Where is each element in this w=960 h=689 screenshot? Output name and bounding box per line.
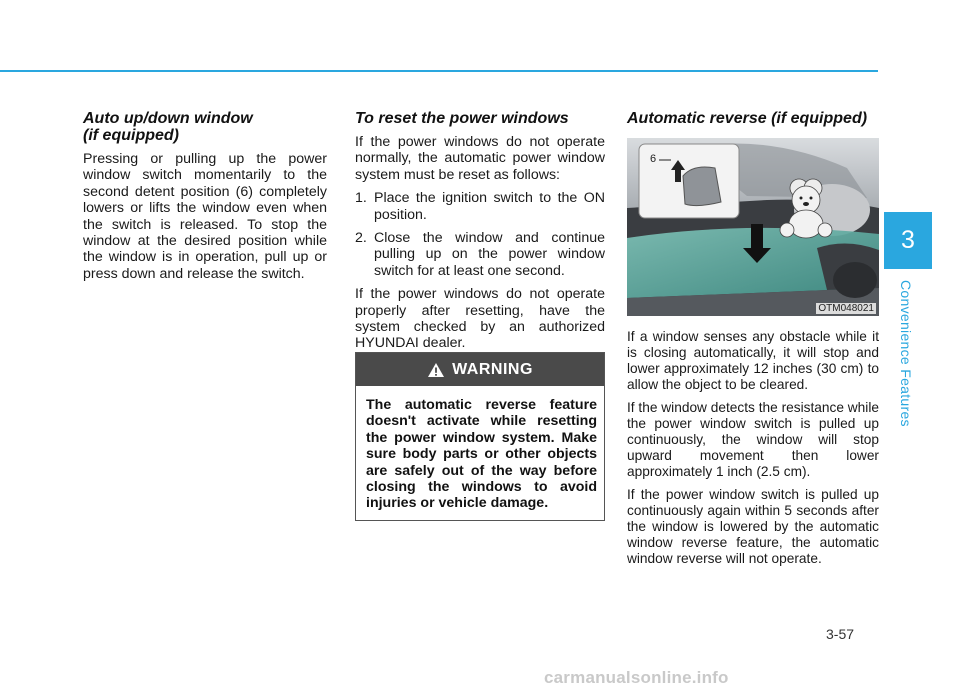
reset-windows-intro: If the power windows do not operate normally, the automatic power window system must be reset as follows: bbox=[355, 134, 605, 183]
auto-window-heading-line2: (if equipped) bbox=[83, 127, 179, 144]
auto-reverse-paragraph: If the window detects the resistance while the power window switch is pulled up continuously, the window will stop upward movement then lower approximately 1 inch (2.5 cm). bbox=[627, 400, 879, 479]
step-number: 1. bbox=[355, 190, 367, 207]
auto-reverse-heading: Automatic reverse (if equipped) bbox=[627, 110, 868, 127]
reset-step bbox=[355, 190, 605, 223]
reset-windows-section bbox=[355, 110, 605, 359]
car-window-illustration bbox=[627, 138, 879, 316]
warning-title: WARNING bbox=[452, 360, 533, 378]
chapter-title: Convenience Features bbox=[898, 280, 914, 427]
watermark-link[interactable]: carmanualsonline.info bbox=[544, 668, 729, 687]
reset-step bbox=[355, 230, 605, 279]
step-text: Close the window and continue pulling up on the power window switch for at least one second. bbox=[374, 230, 605, 279]
chapter-title-vertical bbox=[883, 280, 933, 427]
page-number: 3-57 bbox=[826, 626, 855, 642]
auto-reverse-paragraph: If the power window switch is pulled up continuously again within 5 seconds after the window is lowered by the automatic window reverse feature, the automatic window reverse will not operate. bbox=[627, 487, 879, 566]
chapter-tab bbox=[884, 212, 932, 269]
step-text: Place the ignition switch to the ON position. bbox=[374, 190, 605, 223]
header-rule bbox=[0, 70, 878, 72]
reset-windows-heading: To reset the power windows bbox=[355, 110, 569, 127]
auto-window-heading-line1: Auto up/down window bbox=[83, 110, 253, 127]
window-illustration bbox=[627, 138, 879, 316]
figure-code: OTM048021 bbox=[818, 303, 874, 314]
warning-header bbox=[356, 353, 604, 386]
auto-window-heading bbox=[83, 110, 327, 144]
auto-reverse-section bbox=[627, 110, 879, 574]
warning-triangle-icon bbox=[427, 362, 445, 378]
auto-window-section bbox=[83, 110, 327, 289]
warning-box bbox=[355, 352, 605, 521]
reset-steps-list bbox=[355, 190, 605, 279]
warning-text: The automatic reverse feature doesn't activate while resetting the power window system. Make sure body parts or other objects are safely out of the way before closing the windows to avoid injuries or vehicle damage. bbox=[366, 397, 597, 512]
auto-reverse-paragraph: If a window senses any obstacle while it is closing automatically, it will stop and lower approximately 12 inches (30 cm) to allow the object to be cleared. bbox=[627, 329, 879, 392]
figure-callout-label: 6 bbox=[650, 153, 657, 165]
chapter-number: 3 bbox=[901, 226, 915, 254]
auto-window-paragraph: Pressing or pulling up the power window switch momentarily to the second detent position (6) completely lowers or lifts the window even when the switch is released. To stop the window at the desired position while the window is in operation, pull up or press down and release the switch. bbox=[83, 151, 327, 282]
step-number: 2. bbox=[355, 230, 367, 247]
reset-windows-outro: If the power windows do not operate properly after resetting, have the system checked by an authorized HYUNDAI dealer. bbox=[355, 286, 605, 352]
